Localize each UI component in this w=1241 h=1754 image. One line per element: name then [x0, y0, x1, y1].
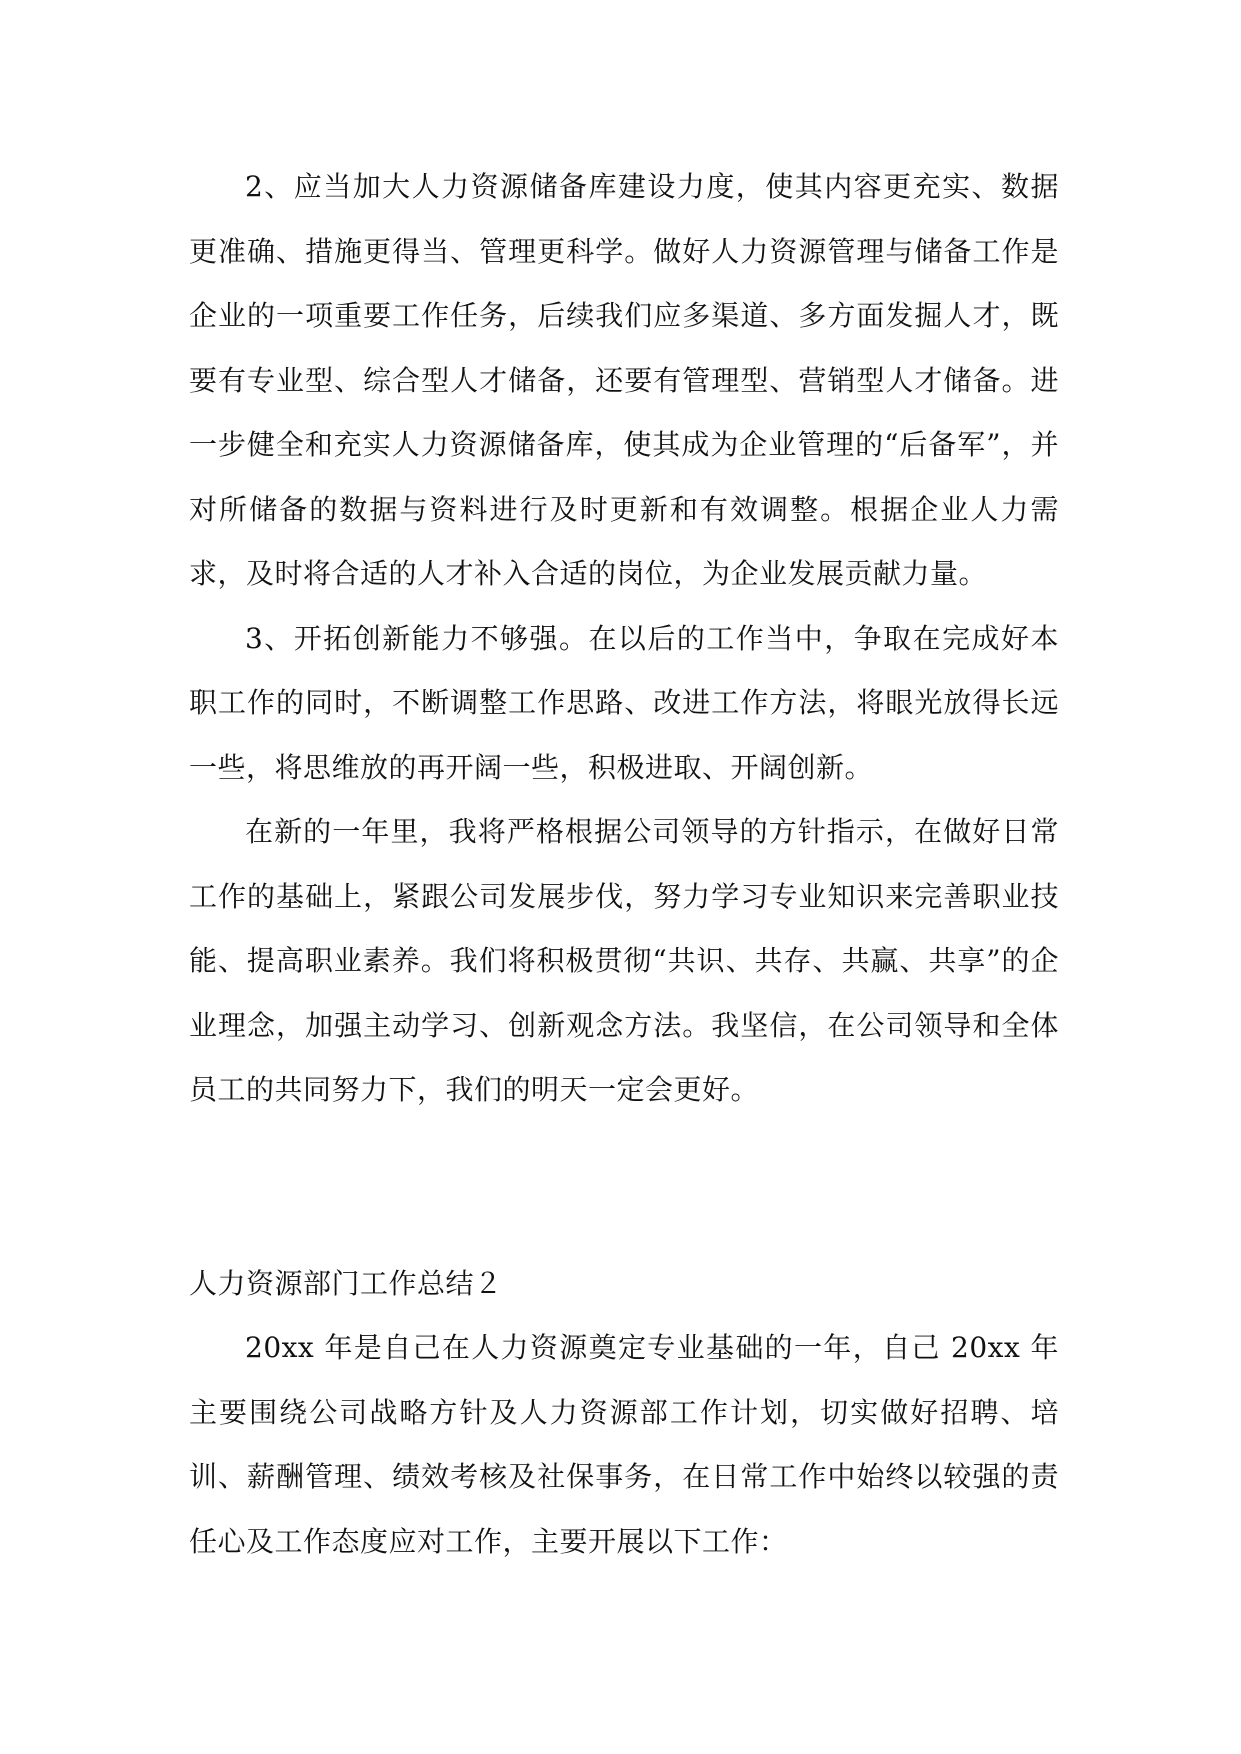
paragraph-item-2: 2、应当加大人力资源储备库建设力度，使其内容更充实、数据更准确、措施更得当、管理更科学。做好人力资源管理与储备工作是企业的一项重要工作任务，后续我们应多渠道、多方面发掘人才，既要有专业型、综合型人才储备，还要有管理型、营销型人才储备。进一步健全和充实人力资源储备库，使其成为企业管理的“后备军”，并对所储备的数据与资料进行及时更新和有效调整。根据企业人力需求，及时将合适的人才补入合适的岗位，为企业发展贡献力量。 [189, 170, 1059, 590]
section-gap [189, 1123, 1059, 1252]
paragraph-intro-20xx: 20xx 年是自己在人力资源奠定专业基础的一年，自己 20xx 年主要围绕公司战略方针及人力资源部工作计划，切实做好招聘、培训、薪酬管理、绩效考核及社保事务，在日常工作中始终以较强的责任心及工作态度应对工作，主要开展以下工作： [189, 1331, 1059, 1558]
paragraph-new-year: 在新的一年里，我将严格根据公司领导的方针指示，在做好日常工作的基础上，紧跟公司发展步伐，努力学习专业知识来完善职业技能、提高职业素养。我们将积极贯彻“共识、共存、共赢、共享”的企业理念，加强主动学习、创新观念方法。我坚信，在公司领导和全体员工的共同努力下，我们的明天一定会更好。 [189, 815, 1059, 1106]
document-body [189, 155, 1059, 1574]
section-title: 人力资源部门工作总结２ [189, 1266, 503, 1300]
paragraph-item-3: 3、开拓创新能力不够强。在以后的工作当中，争取在完成好本职工作的同时，不断调整工作思路、改进工作方法，将眼光放得长远一些，将思维放的再开阔一些，积极进取、开阔创新。 [189, 621, 1059, 784]
